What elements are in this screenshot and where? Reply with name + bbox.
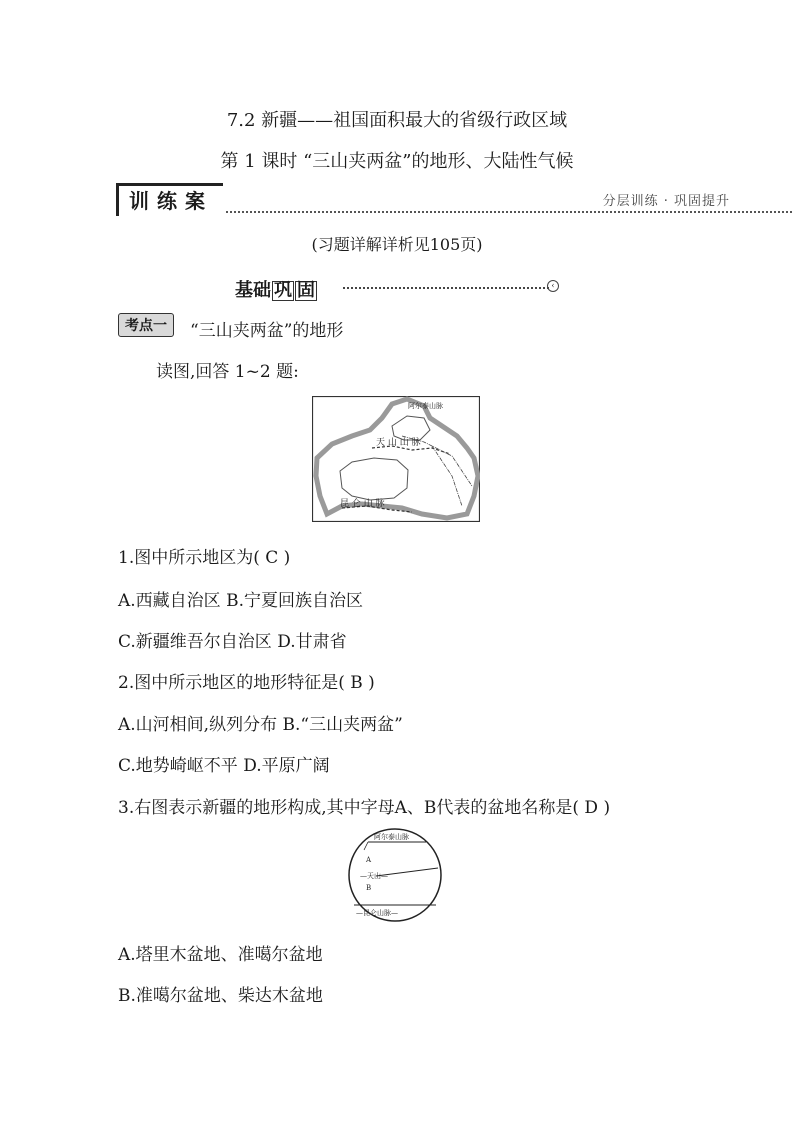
tianshan-label: 天 山 山 脉 — [376, 438, 421, 448]
subsection-divider — [343, 287, 549, 289]
subsection-prefix: 基础 — [235, 280, 271, 301]
altai-label: 阿尔泰山脉 — [408, 402, 443, 410]
question-3-option-b: B.准噶尔盆地、柴达木盆地 — [118, 986, 323, 1006]
subsection-header — [235, 276, 555, 301]
section-subtitle: 分层训练 · 巩固提升 — [602, 194, 730, 209]
question-2-stem: 2.图中所示地区的地形特征是( B ) — [118, 673, 375, 693]
question-3-stem: 3.右图表示新疆的地形构成,其中字母A、B代表的盆地名称是( D ) — [118, 798, 611, 818]
section-label: 训练案 — [116, 183, 223, 216]
subsection-box-2: 固 — [297, 280, 315, 301]
topic-tag: 考点一 — [118, 313, 174, 337]
instruction-text: 读图,回答 1~2 题: — [156, 362, 299, 382]
question-2-option-row-1: A.山河相间,纵列分布 B.“三山夹两盆” — [118, 715, 403, 735]
kunlun-label: 昆 仑 山 脉 — [340, 499, 385, 509]
circle-label-a: A — [366, 856, 372, 864]
circle-label-b: B — [366, 884, 372, 892]
answer-reference-note: (习题详解详析见105页) — [311, 235, 483, 254]
terrain-circle-svg — [346, 826, 444, 924]
terrain-circle-figure — [346, 826, 444, 924]
xinjiang-map-figure — [312, 396, 480, 522]
question-1-stem: 1.图中所示地区为( C ) — [118, 548, 291, 568]
section-divider — [226, 211, 792, 213]
circle-bottom-label: —昆仑山脉— — [356, 909, 398, 917]
question-1-option-row-2: C.新疆维吾尔自治区 D.甘肃省 — [118, 632, 347, 652]
topic-title: “三山夹两盆”的地形 — [190, 321, 344, 341]
arrow-end-icon: ‹ — [547, 280, 559, 292]
xinjiang-map-svg — [312, 396, 480, 522]
lesson-title: 第 1 课时 “三山夹两盆”的地形、大陆性气候 — [220, 151, 574, 172]
basin-outline — [340, 458, 408, 500]
page-title: 7.2 新疆——祖国面积最大的省级行政区域 — [226, 110, 568, 131]
question-1-option-row-1: A.西藏自治区 B.宁夏回族自治区 — [118, 591, 363, 611]
question-2-option-row-2: C.地势崎岖不平 D.平原广阔 — [118, 756, 330, 776]
subsection-box-1: 巩 — [274, 280, 292, 301]
circle-top-label: 阿尔泰山脉 — [374, 833, 409, 841]
question-3-option-a: A.塔里木盆地、准噶尔盆地 — [118, 945, 323, 965]
circle-mid-label: —天山— — [360, 872, 388, 880]
section-header — [116, 183, 792, 217]
